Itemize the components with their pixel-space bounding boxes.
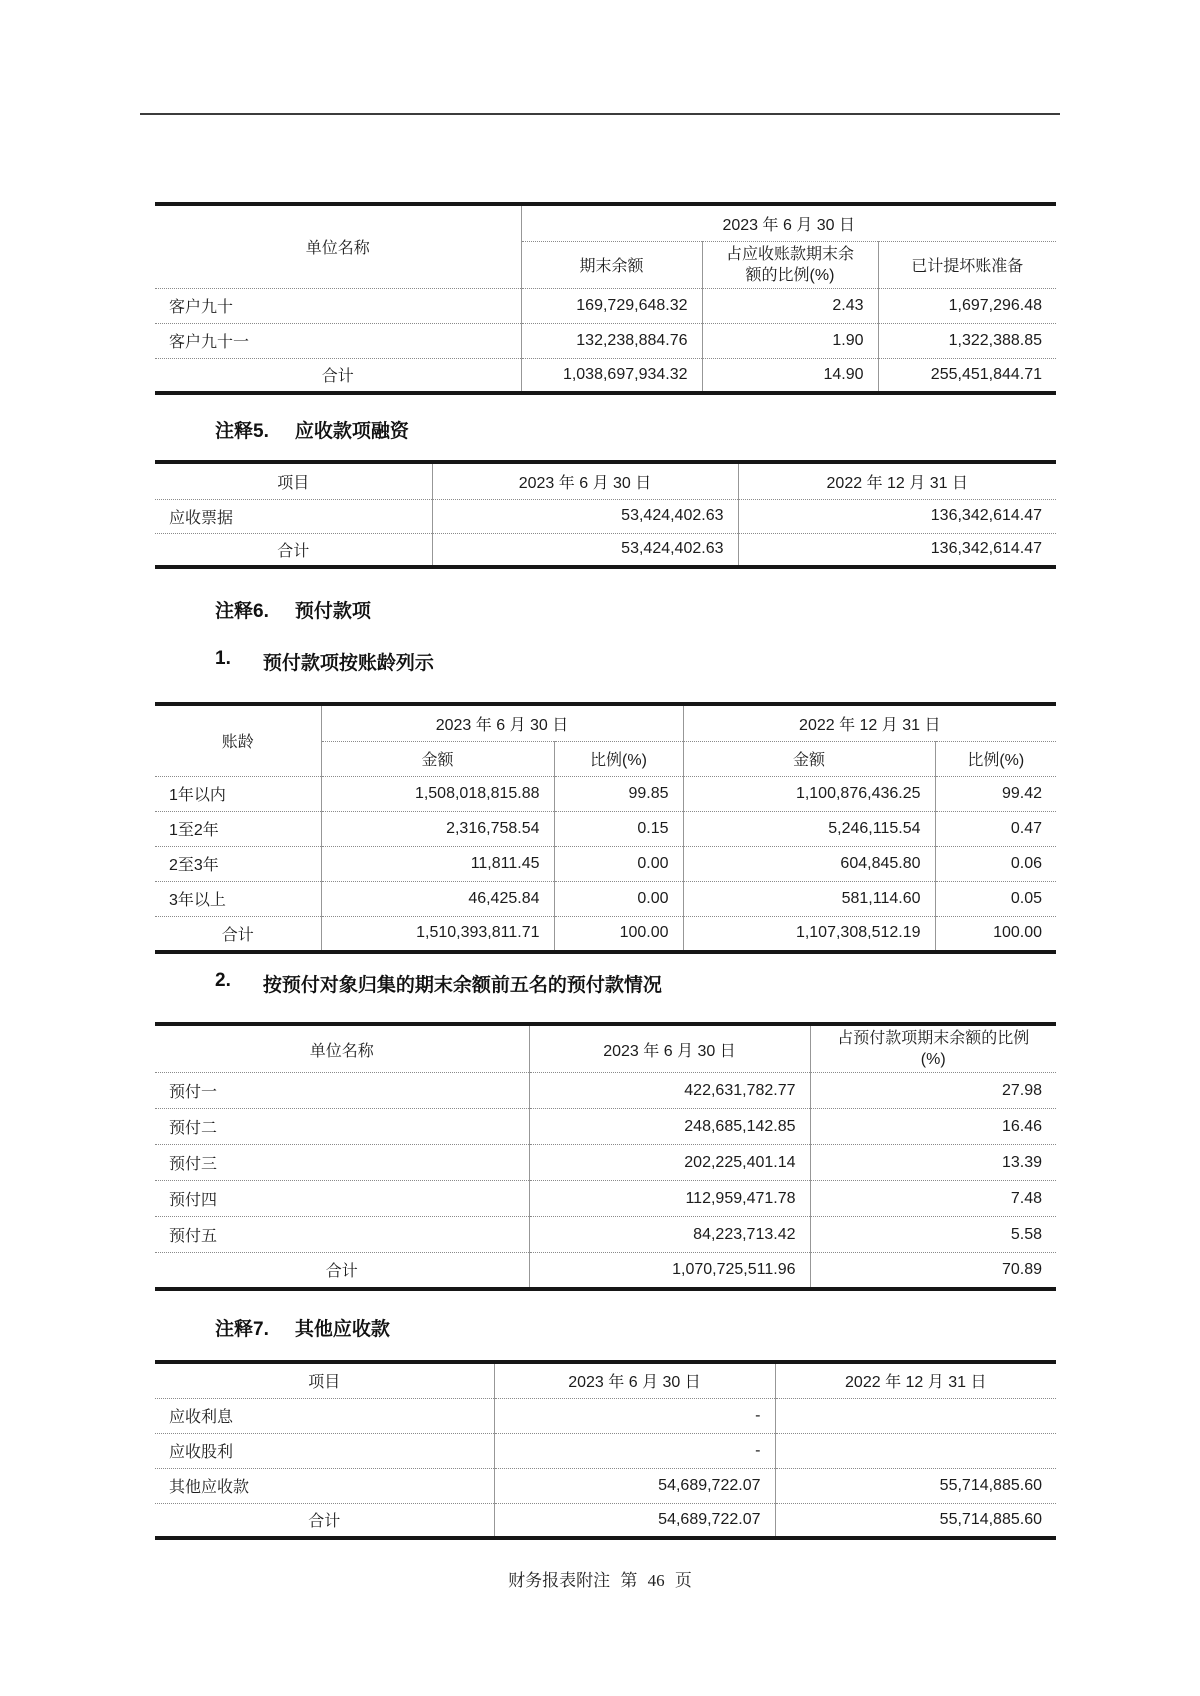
value-2023-cell: 54,689,722.07 [494, 1468, 775, 1503]
ratio-cell: 7.48 [810, 1181, 1056, 1217]
amount-cell: 112,959,471.78 [529, 1181, 810, 1217]
value-2023-cell: - [494, 1398, 775, 1433]
total-label-cell: 合计 [155, 1253, 529, 1289]
note6-heading-title: 预付款项 [294, 601, 371, 622]
ratio-2023-cell: 0.00 [554, 846, 683, 881]
prepay-name-cell: 预付二 [155, 1109, 529, 1145]
sub2-title: 按预付对象归集的期末余额前五名的预付款情况 [262, 975, 662, 996]
column-header-ratio-2023: 比例(%) [554, 741, 683, 776]
amount-cell: 84,223,713.42 [529, 1217, 810, 1253]
column-header-date-2023: 2023 年 6 月 30 日 [529, 1024, 810, 1073]
total-2022-cell: 136,342,614.47 [738, 533, 1056, 567]
column-header-company-name: 单位名称 [309, 1042, 374, 1060]
column-header-date-2023: 2023 年 6 月 30 日 [494, 1362, 775, 1398]
column-header-item: 项目 [308, 1374, 341, 1392]
ratio-2022-cell: 0.47 [935, 811, 1056, 846]
column-header-period-2023: 2023 年 6 月 30 日 [321, 704, 683, 741]
ratio-cell: 27.98 [810, 1073, 1056, 1109]
total-ratio-cell: 70.89 [810, 1253, 1056, 1289]
value-2023-cell: 53,424,402.63 [432, 499, 738, 533]
total-balance-cell: 1,038,697,934.32 [521, 358, 702, 393]
value-2022-cell [775, 1433, 1056, 1468]
table-total-row [155, 358, 1056, 393]
ratio-cell: 2.43 [702, 288, 878, 323]
ratio-2022-cell: 0.05 [935, 881, 1056, 916]
aging-label-cell: 2至3年 [155, 846, 321, 881]
value-2022-cell [775, 1398, 1056, 1433]
ratio-cell: 5.58 [810, 1217, 1056, 1253]
table-header-row [155, 462, 1056, 499]
table-row [155, 1398, 1056, 1433]
table-row [155, 1109, 1056, 1145]
amount-2023-cell: 46,425.84 [321, 881, 554, 916]
column-header-date-2023: 2023 年 6 月 30 日 [521, 204, 1056, 241]
ratio-cell: 13.39 [810, 1145, 1056, 1181]
column-header-amount-2023: 金额 [321, 741, 554, 776]
table-header-row [155, 204, 1056, 241]
aging-label-cell: 1至2年 [155, 811, 321, 846]
total-amount-2023-cell: 1,510,393,811.71 [321, 916, 554, 952]
customers-receivable-table [155, 202, 1056, 395]
balance-cell: 169,729,648.32 [521, 288, 702, 323]
column-header-ratio: 占应收账款期末余额的比例(%) [702, 241, 878, 288]
table-row [155, 288, 1056, 323]
total-ratio-cell: 14.90 [702, 358, 878, 393]
table-total-row [155, 916, 1056, 952]
amount-2022-cell: 1,100,876,436.25 [683, 776, 935, 811]
item-name-cell: 应收票据 [155, 499, 432, 533]
note5-heading-title: 应收款项融资 [294, 421, 409, 442]
note7-heading-number: 注释7. [215, 1319, 269, 1340]
item-name-cell: 其他应收款 [155, 1468, 494, 1503]
total-amount-cell: 1,070,725,511.96 [529, 1253, 810, 1289]
total-ratio-2023-cell: 100.00 [554, 916, 683, 952]
ratio-2022-cell: 99.42 [935, 776, 1056, 811]
column-header-date-2022: 2022 年 12 月 31 日 [738, 462, 1056, 499]
amount-2023-cell: 2,316,758.54 [321, 811, 554, 846]
table-row [155, 1181, 1056, 1217]
customer-name-cell: 客户九十 [155, 288, 521, 323]
table-row [155, 776, 1056, 811]
table-header-row [155, 1024, 1056, 1073]
ratio-2022-cell: 0.06 [935, 846, 1056, 881]
note5-heading [215, 416, 409, 443]
amount-cell: 202,225,401.14 [529, 1145, 810, 1181]
page-header-rule [140, 113, 1060, 115]
ratio-2023-cell: 99.85 [554, 776, 683, 811]
column-header-aging: 账龄 [221, 734, 254, 752]
column-header-ratio: 占预付款项期末余额的比例(%) [810, 1024, 1056, 1073]
balance-cell: 132,238,884.76 [521, 323, 702, 358]
total-2023-cell: 54,689,722.07 [494, 1503, 775, 1538]
total-label-cell: 合计 [155, 916, 321, 952]
table-row [155, 499, 1056, 533]
provision-cell: 1,697,296.48 [878, 288, 1056, 323]
table-total-row [155, 1253, 1056, 1289]
sub2-number: 2. [215, 970, 231, 991]
amount-2022-cell: 5,246,115.54 [683, 811, 935, 846]
customer-name-cell: 客户九十一 [155, 323, 521, 358]
top5-prepayments-table [155, 1022, 1056, 1291]
column-header-date-2022: 2022 年 12 月 31 日 [775, 1362, 1056, 1398]
note6-heading [215, 596, 371, 623]
column-header-period-2022: 2022 年 12 月 31 日 [683, 704, 1056, 741]
table-row [155, 1217, 1056, 1253]
column-header-date-2023: 2023 年 6 月 30 日 [432, 462, 738, 499]
note7-heading [215, 1314, 390, 1341]
amount-cell: 422,631,782.77 [529, 1073, 810, 1109]
sub1-title: 预付款项按账龄列示 [262, 653, 434, 674]
table-header-row [155, 704, 1056, 741]
total-amount-2022-cell: 1,107,308,512.19 [683, 916, 935, 952]
table-header-row [155, 1362, 1056, 1398]
amount-2022-cell: 581,114.60 [683, 881, 935, 916]
sub1-number: 1. [215, 648, 231, 669]
aging-label-cell: 3年以上 [155, 881, 321, 916]
total-ratio-2022-cell: 100.00 [935, 916, 1056, 952]
provision-cell: 1,322,388.85 [878, 323, 1056, 358]
ratio-2023-cell: 0.15 [554, 811, 683, 846]
value-2022-cell: 55,714,885.60 [775, 1468, 1056, 1503]
table-row [155, 881, 1056, 916]
column-header-company-name: 单位名称 [305, 240, 370, 258]
table-row [155, 811, 1056, 846]
note7-heading-title: 其他应收款 [294, 1319, 390, 1340]
table-row [155, 1073, 1056, 1109]
table-total-row [155, 1503, 1056, 1538]
column-header-ending-balance: 期末余额 [521, 241, 702, 288]
value-2022-cell: 136,342,614.47 [738, 499, 1056, 533]
total-provision-cell: 255,451,844.71 [878, 358, 1056, 393]
table-row [155, 846, 1056, 881]
amount-2023-cell: 11,811.45 [321, 846, 554, 881]
ratio-cell: 1.90 [702, 323, 878, 358]
note6-sub2-heading [215, 970, 662, 997]
total-label-cell: 合计 [155, 1503, 494, 1538]
amount-cell: 248,685,142.85 [529, 1109, 810, 1145]
prepayments-aging-table [155, 702, 1056, 954]
note6-sub1-heading [215, 648, 434, 675]
prepay-name-cell: 预付三 [155, 1145, 529, 1181]
table-total-row [155, 533, 1056, 567]
value-2023-cell: - [494, 1433, 775, 1468]
aging-label-cell: 1年以内 [155, 776, 321, 811]
amount-2023-cell: 1,508,018,815.88 [321, 776, 554, 811]
receivables-financing-table [155, 460, 1056, 569]
prepay-name-cell: 预付四 [155, 1181, 529, 1217]
total-2023-cell: 53,424,402.63 [432, 533, 738, 567]
total-2022-cell: 55,714,885.60 [775, 1503, 1056, 1538]
page-footer: 财务报表附注 第 46 页 [508, 1571, 692, 1590]
note5-heading-number: 注释5. [215, 421, 269, 442]
column-header-ratio-2022: 比例(%) [935, 741, 1056, 776]
column-header-bad-debt-provision: 已计提坏账准备 [878, 241, 1056, 288]
note6-heading-number: 注释6. [215, 601, 269, 622]
total-label-cell: 合计 [155, 533, 432, 567]
ratio-2023-cell: 0.00 [554, 881, 683, 916]
prepay-name-cell: 预付一 [155, 1073, 529, 1109]
table-row [155, 323, 1056, 358]
column-header-item: 项目 [277, 474, 310, 492]
column-header-amount-2022: 金额 [683, 741, 935, 776]
item-name-cell: 应收利息 [155, 1398, 494, 1433]
prepay-name-cell: 预付五 [155, 1217, 529, 1253]
total-label-cell: 合计 [155, 358, 521, 393]
table-row [155, 1468, 1056, 1503]
ratio-cell: 16.46 [810, 1109, 1056, 1145]
amount-2022-cell: 604,845.80 [683, 846, 935, 881]
other-receivables-table [155, 1360, 1056, 1540]
table-row [155, 1145, 1056, 1181]
table-row [155, 1433, 1056, 1468]
item-name-cell: 应收股利 [155, 1433, 494, 1468]
